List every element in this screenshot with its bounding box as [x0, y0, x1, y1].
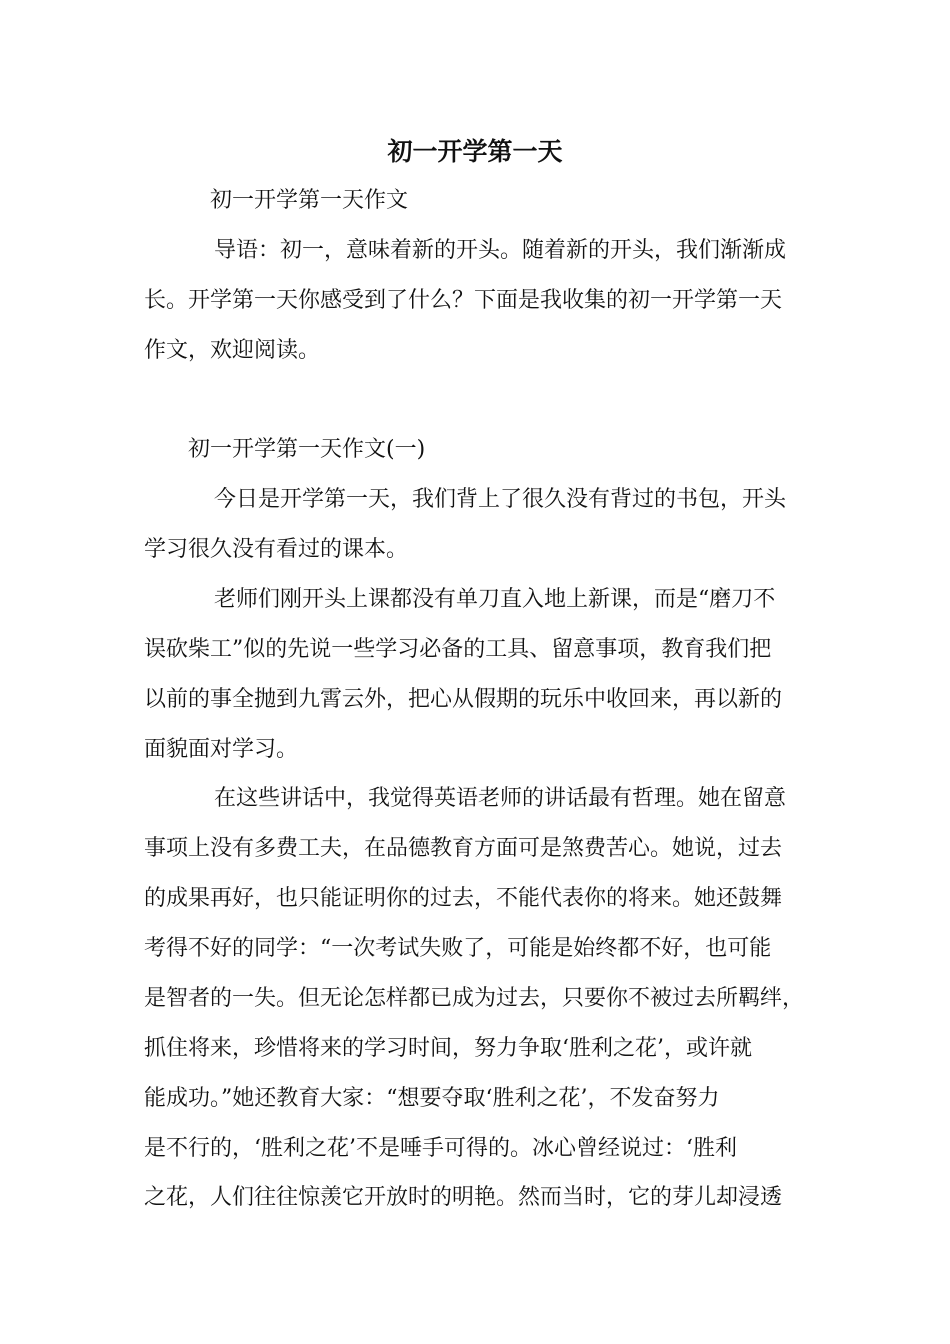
body-line: 在这些讲话中，我觉得英语老师的讲话最有哲理。她在留意 — [214, 786, 787, 811]
section-heading: 初一开学第一天作文(一) — [188, 437, 426, 462]
body-line: 能成功。”她还教育大家：“想要夺取‘胜利之花’，不发奋努力 — [144, 1086, 720, 1111]
intro-line: 长。开学第一天你感受到了什么？下面是我收集的初一开学第一天 — [144, 288, 783, 313]
body-line: 学习很久没有看过的课本。 — [144, 537, 409, 562]
body-line: 面貌面对学习。 — [144, 737, 299, 762]
body-line: 是智者的一失。但无论怎样都已成为过去，只要你不被过去所羁绊， — [144, 986, 805, 1011]
body-line: 误砍柴工”似的先说一些学习必备的工具、留意事项，教育我们把 — [144, 637, 772, 662]
intro-line: 导语：初一，意味着新的开头。随着新的开头，我们渐渐成 — [214, 238, 787, 263]
document-title: 初一开学第一天 — [387, 137, 563, 166]
body-line: 考得不好的同学：“一次考试失败了，可能是始终都不好，也可能 — [144, 936, 772, 961]
intro-line: 作文，欢迎阅读。 — [144, 338, 321, 363]
subtitle-line: 初一开学第一天作文 — [210, 188, 409, 213]
body-line: 抓住将来，珍惜将来的学习时间，努力争取‘胜利之花’，或许就 — [144, 1036, 752, 1061]
body-line: 事项上没有多费工夫，在品德教育方面可是煞费苦心。她说，过去 — [144, 836, 783, 861]
body-line: 是不行的，‘胜利之花’不是唾手可得的。冰心曾经说过：‘胜利 — [144, 1136, 737, 1161]
body-line: 老师们刚开头上课都没有单刀直入地上新课，而是“磨刀不 — [214, 587, 776, 612]
body-line: 的成果再好，也只能证明你的过去，不能代表你的将来。她还鼓舞 — [144, 886, 783, 911]
body-line: 以前的事全抛到九霄云外，把心从假期的玩乐中收回来，再以新的 — [144, 687, 783, 712]
body-line: 今日是开学第一天，我们背上了很久没有背过的书包，开头 — [214, 487, 787, 512]
body-line: 之花，人们往往惊羡它开放时的明艳。然而当时，它的芽儿却浸透 — [144, 1185, 783, 1210]
